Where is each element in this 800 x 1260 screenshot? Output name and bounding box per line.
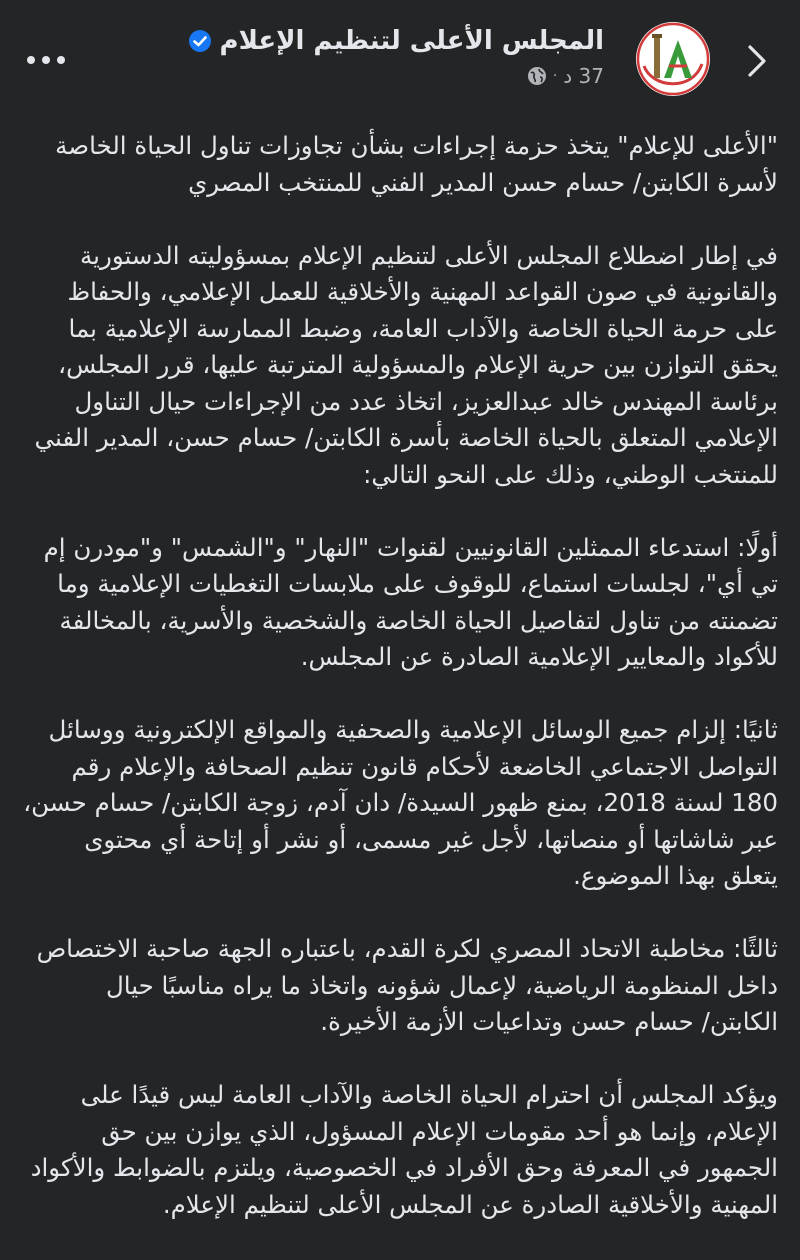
post-header: [0, 0, 800, 115]
meta-separator: ·: [552, 68, 558, 84]
post-time[interactable]: 37 د: [563, 64, 604, 88]
post-paragraph: أولًا: استدعاء الممثلين القانونيين لقنوات "النهار" و"الشمس" و"مودرن إم تي أي"، لجلسات استماع، للوقوف على ملابسات التغطيات الإعلامية وما تضمنته من تناول لتفاصيل الحياة الخاصة والشخصية والأسرية، بالمخالفة للأكواد والمعايير الإعلامية الصادرة عن المجلس.: [43, 532, 778, 671]
post-text: [22, 128, 778, 1260]
post-meta: [527, 64, 604, 88]
page-name-row: [188, 26, 604, 56]
page-name[interactable]: المجلس الأعلى لتنظيم الإعلام: [219, 26, 604, 56]
verified-badge-icon: [188, 29, 212, 53]
post-title: "الأعلى للإعلام" يتخذ حزمة إجراءات بشأن تجاوزات تناول الحياة الخاصة لأسرة الكابتن/ حسام حسن المدير الفني للمنتخب المصري: [55, 131, 778, 197]
globe-icon: [527, 66, 547, 86]
post-paragraph: ثالثًا: مخاطبة الاتحاد المصري لكرة القدم، باعتباره الجهة صاحبة الاختصاص داخل المنظومة الرياضية، لإعمال شؤونه واتخاذ ما يراه مناسبًا حيال الكابتن/ حسام حسن وتداعيات الأزمة الأخيرة.: [36, 934, 778, 1036]
back-button[interactable]: [736, 38, 776, 84]
council-logo-icon: [636, 22, 710, 96]
chevron-right-icon: [736, 38, 776, 84]
post-paragraph: ثانيًا: إلزام جميع الوسائل الإعلامية والصحفية والمواقع الإلكترونية ووسائل التواصل الاجتماعي الخاضعة لأحكام قانون تنظيم الصحافة والإعلام رقم 180 لسنة 2018، بمنع ظهور السيدة/ دان آدم، زوجة الكابتن/ حسام حسن، عبر شاشاتها أو منصاتها، لأجل غير مسمى، أو نشر أو إتاحة أي محتوى يتعلق بهذا الموضوع.: [23, 715, 778, 890]
post-paragraph: ويؤكد المجلس أن احترام الحياة الخاصة والآداب العامة ليس قيدًا على الإعلام، وإنما هو أحد مقومات الإعلام المسؤول، الذي يوازن بين حق الجمهور في المعرفة وحق الأفراد في الخصوصية، ويلتزم بالضوابط والأكواد المهنية والأخلاقية الصادرة عن المجلس الأعلى لتنظيم الإعلام.: [30, 1080, 778, 1219]
more-options-dot: [42, 56, 50, 64]
more-options-dot: [57, 56, 65, 64]
more-options-icon: [27, 56, 35, 64]
post-paragraph: في إطار اضطلاع المجلس الأعلى لتنظيم الإعلام بمسؤوليته الدستورية والقانونية في صون القواعد المهنية والأخلاقية للعمل الإعلامي، والحفاظ على حرمة الحياة الخاصة والآداب العامة، وضبط الممارسة الإعلامية بما يحقق التوازن بين حرية الإعلام والمسؤولية المترتبة عليها، قرر المجلس، برئاسة المهندس خالد عبدالعزيز، اتخاذ عدد من الإجراءات حيال التناول الإعلامي المتعلق بالحياة الخاصة بأسرة الكابتن/ حسام حسن، المدير الفني للمنتخب الوطني، وذلك على النحو التالي:: [34, 240, 778, 489]
avatar[interactable]: [636, 22, 710, 96]
more-options-button[interactable]: [24, 40, 68, 80]
